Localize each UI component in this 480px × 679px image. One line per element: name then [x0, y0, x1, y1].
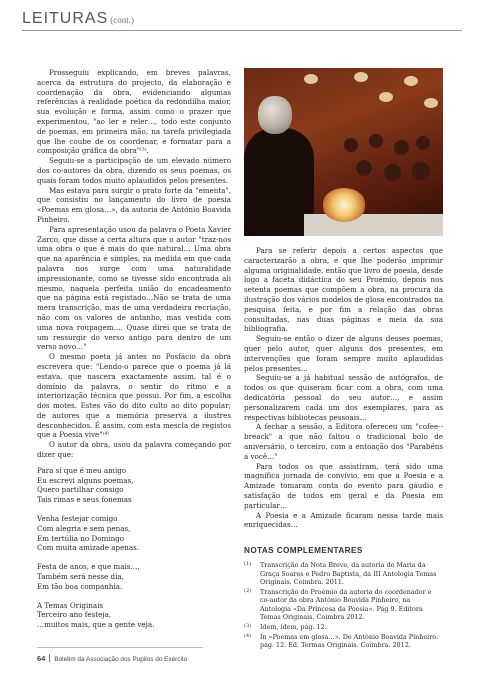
speaker-head — [258, 96, 292, 134]
table — [304, 214, 443, 236]
poem-line: Com muita amizade apenas. — [37, 543, 140, 553]
note-text: In «Poemas em glosa…». De António Boavida Pinheiro. pág. 12. Ed. Termas Originais. Coimbra. 2012. — [260, 632, 439, 650]
note-text: Transcrição da Nota Breve, da autoria de Maria da Graça Soares e Pedro Baptista, da III Antologia Temas Originais. Coimbra. 2011. — [260, 560, 437, 587]
audience-member — [416, 136, 430, 150]
paragraph: Seguiu-se a participação de um elevado número dos co-autores da obra, dizendo os seus poemas, os quais foram todos muito aplaudidos pelos presentes. — [37, 156, 231, 185]
poem-line: Venha festejar comigo — [37, 514, 118, 524]
audience-member — [412, 162, 430, 180]
ceiling-light — [424, 98, 438, 108]
poem-line: A Temas Originais — [37, 600, 104, 610]
ceiling-light — [379, 92, 393, 102]
note-number: (1) — [244, 560, 252, 567]
poem-line: Em tertúlia no Domingo — [37, 533, 125, 543]
paragraph: Para todos os que assistiram, terá sido uma magnífica jornada de convívio, em que a Poesia e a Amizade tomaram conta do evento para gáudio e satisfação de todos em geral e da Poesia em particular… — [244, 461, 443, 510]
header-rule — [22, 30, 462, 31]
event-photo — [244, 68, 443, 236]
poem-stanza — [37, 601, 231, 630]
right-column — [244, 246, 443, 651]
poem-line: Quero partilhar consigo — [37, 485, 124, 495]
paragraph: Mas estava para surgir o prato forte da "ementa", que consistiu no lançamento do livro de poesia «Poemas em glosa…», da autoria de António Boavida Pinheiro. — [37, 185, 231, 224]
poem-stanza — [37, 514, 231, 553]
poem-line: Também será nesse dia, — [37, 572, 124, 582]
paragraph: Prosseguiu explicando, em breves palavras, acerca da estrutura do projecto, da elaboração e coordenação da obra, evidenciando algumas referências à realidade poética da redondilha maior, sua evolução e forma, assim como o prazer que experimentou, "ao ler e reler…, todo este conjunto de poemas, em primeira mão, na tarefa privilegiada que lhe coube de os coordenar, e formatar para a composição gráfica da obra"⁽³⁾. — [37, 68, 231, 156]
paragraph: O mesmo poeta já antes no Posfácio da obra escrevera que: "Lendo-o parece que o poema já lá estava, que nascera exactamente assim, tal é o domínio da palavra, o sentir do ritmo e a interiorização técnica que possui. Por fim, a escolha dos motes. Estes vão do dito culto ao dito popular; de autores que a memória preserva a ilustres desconhecidos. É assim, com esta mescla de registos que a Poesia vive"⁽⁴⁾ — [37, 352, 231, 440]
footer-rule — [37, 647, 203, 648]
left-column — [37, 68, 231, 639]
page-footer — [37, 654, 187, 663]
poem-line: Para si que é meu amigo — [37, 465, 127, 475]
poem-line: Em tão boa companhia. — [37, 581, 123, 591]
ceiling-light — [354, 72, 368, 82]
audience-member — [369, 134, 383, 148]
audience-member — [384, 164, 401, 181]
notes-heading: NOTAS COMPLEMENTARES — [244, 546, 363, 556]
paragraph: Para se referir depois a certos aspectos que caracterizarão a obra, e que lhe poderão imprimir alguma originalidade, então que livro de poesia, desde logo a faceta didáctica do seu Proémio, depois nos setenta poemas que compõem a obra, na procura da ilustração dos vários modelos de glosa encontrados na pesquisa feita, e por fim a relação das obras consultadas, nas duas páginas e meia da sua bibliografia. — [244, 246, 443, 334]
footer-divider — [49, 654, 50, 662]
audience-member — [394, 140, 409, 155]
paragraph: O autor da obra, usou da palavra começando por dizer que: — [37, 440, 231, 460]
note-item — [244, 588, 443, 622]
note-item — [244, 633, 443, 650]
section-suffix: (cont.) — [110, 15, 134, 25]
page-header — [22, 8, 462, 30]
paragraph: A fechar a sessão, a Editora ofereceu um "cofee--breack" a que não faltou o tradicional bolo de aniversário, o terceiro, com a entoação dos "Parabéns a você…" — [244, 422, 443, 461]
page-number: 64 — [37, 654, 46, 663]
ceiling-light — [304, 74, 318, 84]
paragraph: Seguiu-se então o dizer de alguns desses poemas, quer pelo autor, quer alguns dos presentes, em intervenções que foram sempre muito aplaudidas pelos presentes… — [244, 334, 443, 373]
poem-line: Festa de anos, e que mais…, — [37, 562, 140, 572]
paragraph: A Poesia e a Amizade ficaram nessa tarde mais enriquecidas… — [244, 510, 443, 530]
publication-name: Boletim da Associação dos Pupilos do Exército — [54, 656, 188, 663]
flowers — [322, 188, 366, 222]
audience-member — [356, 160, 372, 176]
section-title: LEITURAS — [22, 10, 109, 27]
poem-stanza — [37, 562, 231, 591]
note-number: (4) — [244, 632, 252, 639]
note-text: Idem, idem, pág. 12. — [260, 623, 327, 632]
note-item — [244, 623, 443, 632]
poem-line: Tais rimas e seus fonemas — [37, 495, 132, 505]
paragraph: Seguiu-se a já habitual sessão de autógrafos, de todos os que quiseram ficar com a obra, com uma dedicatória pessoal do seu autor…, e assim personalizarem cada um dos exemplares, para as respectivas bibliotecas pessoais… — [244, 373, 443, 422]
note-text: Transcrição do Proémio da autoria do coordenador e co-autor da obra António Boavida Pinheiro, na Antologia «Da Princesa da Poesia». Pág 9. Editora Temas Originais. Coimbra 2012. — [260, 587, 432, 622]
notes-list — [244, 561, 443, 650]
poem-stanza — [37, 466, 231, 505]
poem-line: …muitos mais, que a gente veja. — [37, 620, 155, 630]
note-number: (3) — [244, 623, 252, 630]
note-number: (2) — [244, 587, 252, 594]
poem-line: Terceiro ano festeja, — [37, 610, 112, 620]
audience-member — [344, 138, 358, 152]
note-item — [244, 561, 443, 587]
ceiling-light — [404, 76, 418, 86]
poem — [37, 466, 231, 630]
poem-line: Com alegria e sem penas, — [37, 523, 131, 533]
paragraph: Para apresentação usou da palavra o Poeta Xavier Zarco, que disse a certa altura que o autor "traz-nos uma obra o que é mais do que natural… Uma obra que na aparência é simples, na medida em que cada palavra nos surge com uma naturalidade impressionante, como se tivesse sido encontrada ali mesmo, naquela perfeita união do encadeamento que na página está registado…Não se trata de uma mera transcrição, mas de uma verdadeira recriação, não com os valores de antanho, mas vestida com uma nova roupagem…. Quase direi que se trata de um ressurgir do verso antigo para dentro de um verso novo…" — [37, 224, 231, 352]
poem-line: Eu escrevi alguns poemas, — [37, 475, 134, 485]
